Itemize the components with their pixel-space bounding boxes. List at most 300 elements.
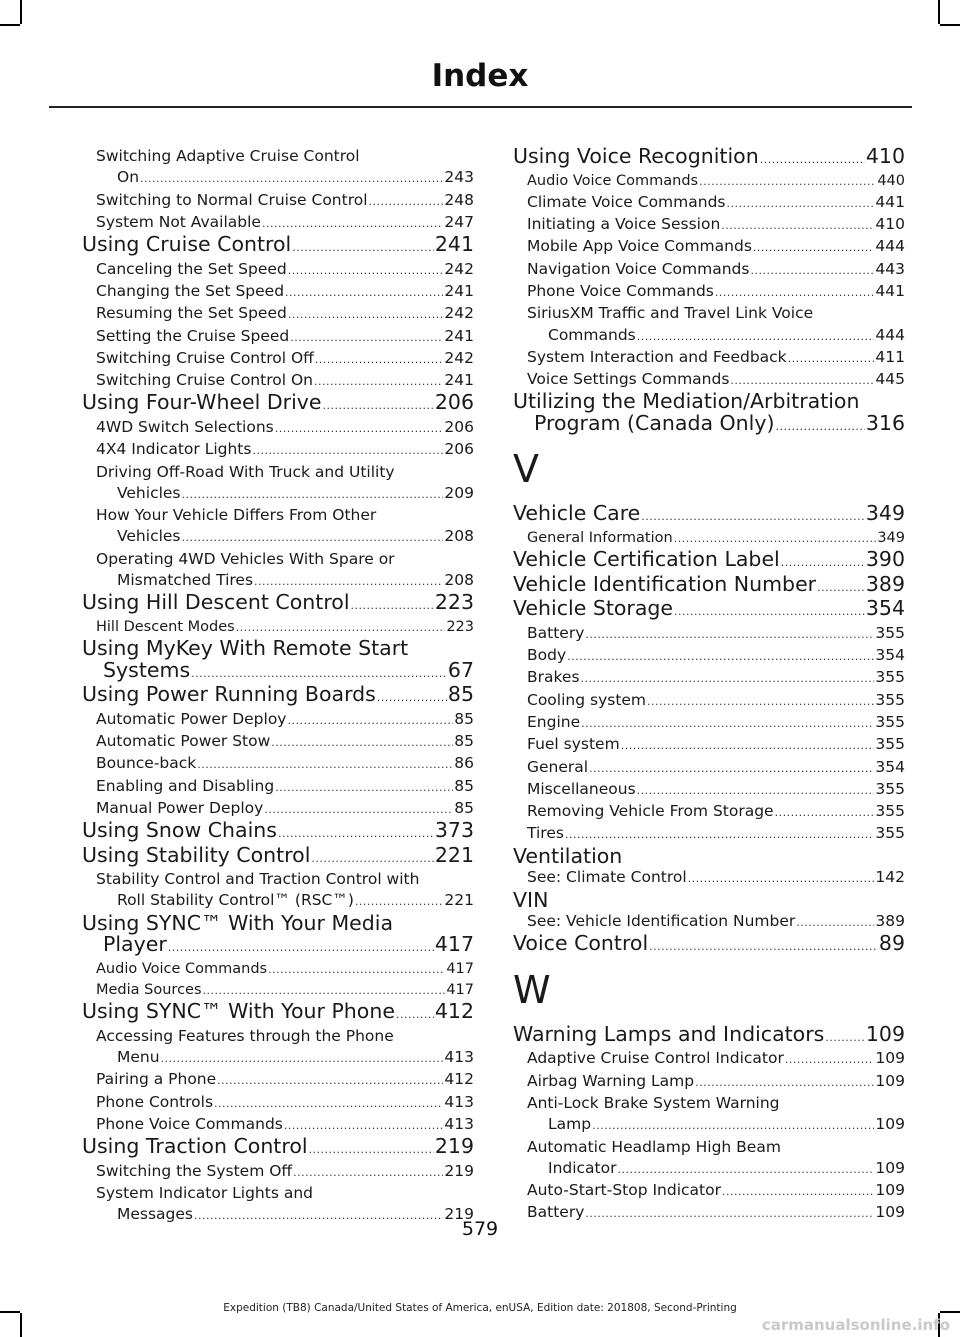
- index-subentry: [82, 1161, 474, 1183]
- entry-page: 417: [446, 960, 474, 977]
- entry-title: Using Cruise Control: [82, 232, 292, 257]
- entry-row[interactable]: [96, 483, 474, 505]
- entry-page: 109: [875, 1071, 905, 1090]
- entry-row[interactable]: [96, 731, 474, 753]
- section-letter: W: [513, 967, 551, 1012]
- entry-title-line: Anti-Lock Brake System Warning: [527, 1093, 780, 1112]
- entry-title: Climate Voice Commands: [527, 192, 726, 211]
- entry-row[interactable]: [513, 1021, 905, 1049]
- entry-row[interactable]: [527, 171, 905, 192]
- leader-dots: [641, 506, 865, 528]
- index-subentry: [513, 734, 905, 756]
- entry-page: 443: [875, 259, 905, 278]
- leader-dots: [311, 848, 433, 870]
- leader-dots: [203, 980, 446, 1001]
- leader-dots: [727, 193, 875, 214]
- index-subentry: [513, 1137, 905, 1181]
- entry-title: Using Four-Wheel Drive: [82, 390, 322, 415]
- entry-page: 206: [444, 440, 474, 459]
- index-subentry: [513, 236, 905, 258]
- entry-row[interactable]: [527, 347, 905, 369]
- entry-row[interactable]: [527, 236, 905, 258]
- leader-dots: [197, 754, 453, 775]
- entry-page: 241: [444, 326, 474, 345]
- entry-title: Using Hill Descent Control: [82, 590, 350, 615]
- entry-page: 85: [454, 776, 474, 795]
- entry-row[interactable]: [96, 303, 474, 325]
- entry-row[interactable]: [96, 370, 474, 392]
- entry-page: 390: [865, 547, 905, 572]
- entry-row[interactable]: [82, 1136, 474, 1161]
- leader-dots: [182, 484, 444, 505]
- index-subentry: [513, 645, 905, 667]
- entry-page: 109: [875, 1203, 905, 1222]
- entry-page: 86: [454, 754, 474, 773]
- entry-row[interactable]: [527, 645, 905, 667]
- entry-page: 444: [875, 237, 905, 256]
- leader-dots: [284, 1115, 444, 1136]
- entry-row[interactable]: [96, 570, 474, 592]
- entry-page: 223: [446, 618, 474, 635]
- index-subentry: [82, 190, 474, 212]
- crop-mark: [940, 24, 960, 26]
- index-subentry: [82, 146, 474, 190]
- entry-row[interactable]: [527, 779, 905, 801]
- index-subentry: [513, 1048, 905, 1070]
- entry-title: Battery: [527, 1203, 585, 1222]
- entry-row[interactable]: [527, 369, 905, 391]
- index-entry: [82, 234, 474, 259]
- entry-title: Using Voice Recognition: [513, 144, 759, 168]
- leader-dots: [753, 237, 875, 258]
- entry-page: 355: [875, 712, 905, 731]
- entry-row[interactable]: [527, 911, 905, 933]
- index-entry: [82, 842, 474, 870]
- leader-dots: [278, 823, 434, 845]
- index-subentry: [82, 1114, 474, 1136]
- entry-title: Commands: [548, 325, 636, 344]
- entry-title: System Interaction and Feedback: [527, 347, 787, 366]
- entry-row[interactable]: [96, 1047, 474, 1069]
- leader-dots: [695, 1072, 874, 1093]
- index-entry: [513, 391, 905, 437]
- entry-row[interactable]: [527, 757, 905, 779]
- index-subentry: [82, 370, 474, 392]
- index-subentry: [513, 214, 905, 236]
- entry-page: 219: [444, 1161, 474, 1180]
- entry-title: Initiating a Voice Session: [527, 215, 721, 234]
- entry-title-line: Accessing Features through the Phone: [96, 1026, 394, 1045]
- entry-row[interactable]: [96, 1161, 474, 1183]
- entry-title: General Information: [527, 529, 673, 546]
- leader-dots: [161, 1048, 444, 1069]
- entry-row[interactable]: [82, 657, 474, 685]
- entry-row[interactable]: [82, 392, 474, 417]
- entry-row[interactable]: [96, 281, 474, 303]
- entry-title: Voice Settings Commands: [527, 370, 730, 389]
- entry-title: Hill Descent Modes: [96, 618, 235, 635]
- entry-page: 389: [875, 912, 905, 931]
- entry-title-line: Operating 4WD Vehicles With Spare or: [96, 549, 395, 568]
- crop-mark: [0, 24, 20, 26]
- leader-dots: [351, 595, 434, 617]
- index-entry: [513, 146, 905, 171]
- entry-row[interactable]: [82, 1001, 474, 1026]
- index-entry: [513, 571, 905, 599]
- entry-title: Miscellaneous: [527, 779, 636, 798]
- leader-dots: [674, 601, 865, 623]
- entry-title: Manual Power Deploy: [96, 798, 264, 817]
- entry-row[interactable]: [96, 348, 474, 370]
- entry-row[interactable]: [527, 214, 905, 236]
- index-subentry: [82, 776, 474, 798]
- entry-page: 413: [444, 1092, 474, 1111]
- entry-row[interactable]: [527, 667, 905, 689]
- index-subentry: [82, 259, 474, 281]
- index-column-right: [513, 146, 905, 1225]
- index-subentry: [513, 779, 905, 801]
- entry-row[interactable]: [527, 712, 905, 734]
- entry-title: Audio Voice Commands: [527, 172, 699, 189]
- entry-page: 206: [434, 390, 474, 415]
- entry-title-line: System Indicator Lights and: [96, 1184, 313, 1203]
- index-subentry: [513, 259, 905, 281]
- entry-row[interactable]: [96, 798, 474, 820]
- entry-title: Vehicles: [117, 527, 181, 546]
- index-subentry: [513, 528, 905, 549]
- entry-page: 417: [446, 982, 474, 999]
- index-subentry: [82, 505, 474, 549]
- entry-row[interactable]: [513, 146, 905, 171]
- entry-page: 445: [875, 370, 905, 389]
- leader-dots: [825, 1027, 865, 1049]
- entry-page: 355: [875, 824, 905, 843]
- entry-title: Phone Voice Commands: [527, 281, 714, 300]
- entry-page: 440: [877, 172, 905, 189]
- entry-row[interactable]: [96, 776, 474, 798]
- entry-page: 89: [878, 931, 905, 956]
- leader-dots: [287, 710, 453, 731]
- entry-title: Automatic Power Stow: [96, 731, 271, 750]
- entry-row[interactable]: [96, 980, 474, 1001]
- entry-title: Indicator: [548, 1158, 617, 1177]
- leader-dots: [730, 370, 874, 391]
- entry-title: Menu: [117, 1048, 160, 1067]
- entry-row[interactable]: [527, 259, 905, 281]
- page-title: Index: [431, 58, 529, 94]
- entry-row[interactable]: [527, 623, 905, 645]
- crop-mark: [938, 0, 940, 24]
- index-subentry: [82, 617, 474, 638]
- leader-dots: [275, 418, 444, 439]
- leader-dots: [254, 571, 443, 592]
- entry-title-line: Switching Adaptive Cruise Control: [96, 147, 360, 165]
- index-subentry: [513, 192, 905, 214]
- entry-row[interactable]: [82, 934, 474, 959]
- index-entry: [82, 1001, 474, 1026]
- index-entry: [513, 503, 905, 528]
- index-subentry: [513, 369, 905, 391]
- entry-title-line: Using MyKey With Remote Start: [82, 636, 409, 661]
- entry-row[interactable]: [96, 753, 474, 775]
- entry-row[interactable]: [96, 526, 474, 548]
- entry-page: 109: [875, 1181, 905, 1200]
- index-subentry: [513, 1093, 905, 1137]
- entry-page: 223: [434, 590, 474, 615]
- entry-title-line: Automatic Headlamp High Beam: [527, 1137, 781, 1156]
- entry-page: 208: [444, 571, 474, 590]
- entry-row[interactable]: [513, 933, 905, 958]
- entry-title: Vehicle Care: [513, 501, 641, 526]
- leader-dots: [314, 371, 443, 392]
- entry-page: 354: [865, 596, 905, 621]
- entry-row[interactable]: [96, 1069, 474, 1091]
- entry-row[interactable]: [82, 820, 474, 845]
- edition-footer: Expedition (TB8) Canada/United States of America, enUSA, Edition date: 201808, Second-Printing: [223, 1302, 737, 1314]
- entry-title: Audio Voice Commands: [96, 960, 268, 977]
- leader-dots: [721, 215, 874, 236]
- entry-title: Using Traction Control: [82, 1134, 308, 1159]
- leader-dots: [236, 617, 446, 638]
- entry-row[interactable]: [96, 167, 474, 189]
- entry-row[interactable]: [513, 410, 905, 438]
- entry-page: 355: [875, 623, 905, 642]
- entry-title: Mobile App Voice Commands: [527, 237, 752, 256]
- entry-title: See: Climate Control: [527, 868, 687, 887]
- leader-dots: [355, 891, 443, 912]
- index-entry: [513, 549, 905, 574]
- index-entry: [513, 843, 905, 868]
- leader-dots: [290, 327, 443, 348]
- index-subentry: [82, 753, 474, 775]
- index-subentry: [513, 281, 905, 303]
- entry-page: 441: [875, 192, 905, 211]
- entry-row[interactable]: [96, 1114, 474, 1136]
- entry-title: Messages: [117, 1205, 194, 1224]
- entry-page: 85: [447, 682, 474, 707]
- entry-row[interactable]: [527, 1158, 905, 1180]
- leader-dots: [275, 777, 453, 798]
- entry-row[interactable]: [96, 190, 474, 212]
- index-subentry: [513, 623, 905, 645]
- index-subentry: [513, 1071, 905, 1093]
- entry-page: 109: [865, 1021, 905, 1046]
- entry-page: 241: [444, 281, 474, 300]
- entry-title: Switching Cruise Control Off: [96, 348, 314, 367]
- leader-dots: [581, 668, 875, 689]
- entry-row[interactable]: [96, 439, 474, 461]
- leader-dots: [649, 936, 878, 958]
- entry-page: 248: [444, 190, 474, 209]
- entry-row[interactable]: [527, 281, 905, 303]
- index-subentry: [82, 1026, 474, 1070]
- index-subentry: [82, 980, 474, 1001]
- index-entry: [82, 910, 474, 959]
- entry-page: 349: [877, 529, 905, 546]
- entry-title: See: Vehicle Identification Number: [527, 912, 796, 931]
- entry-title-line: Driving Off-Road With Truck and Utility: [96, 462, 395, 481]
- entry-row[interactable]: [527, 192, 905, 214]
- leader-dots: [775, 802, 875, 823]
- index-subentry: [513, 667, 905, 689]
- index-subentry: [82, 439, 474, 461]
- index-entry: [513, 598, 905, 623]
- index-entry: [82, 820, 474, 845]
- entry-title: Switching the System Off: [96, 1161, 293, 1180]
- entry-row[interactable]: [527, 823, 905, 845]
- leader-dots: [288, 304, 444, 325]
- leader-dots: [722, 1181, 874, 1202]
- entry-title: Brakes: [527, 668, 580, 687]
- entry-row[interactable]: [96, 1092, 474, 1114]
- entry-page: 85: [454, 731, 474, 750]
- entry-row[interactable]: [96, 709, 474, 731]
- entry-title: Cooling system: [527, 690, 647, 709]
- entry-page: 355: [875, 668, 905, 687]
- index-subentry: [513, 823, 905, 845]
- entry-title: Body: [527, 646, 567, 665]
- entry-row[interactable]: [82, 684, 474, 709]
- entry-page: 349: [865, 501, 905, 526]
- entry-page: 412: [434, 999, 474, 1024]
- leader-dots: [637, 326, 875, 347]
- leader-dots: [182, 527, 444, 548]
- entry-title: Resuming the Set Speed: [96, 304, 287, 323]
- entry-row[interactable]: [82, 842, 474, 870]
- entry-page: 441: [875, 281, 905, 300]
- leader-dots: [292, 237, 434, 259]
- leader-dots: [140, 168, 443, 189]
- entry-row[interactable]: [527, 690, 905, 712]
- entry-title: Adaptive Cruise Control Indicator: [527, 1049, 784, 1068]
- entry-page: 410: [865, 144, 905, 168]
- leader-dots: [262, 213, 443, 234]
- index-subentry: [82, 417, 474, 439]
- index-subentry: [82, 281, 474, 303]
- entry-row[interactable]: [96, 212, 474, 234]
- index-subentry: [513, 801, 905, 823]
- entry-title: Phone Controls: [96, 1092, 214, 1111]
- crop-mark: [20, 0, 22, 24]
- entry-page: 355: [875, 802, 905, 821]
- leader-dots: [817, 577, 865, 599]
- index-subentry: [82, 869, 474, 913]
- index-subentry: [513, 171, 905, 192]
- leader-dots: [637, 780, 875, 801]
- index-subentry: [82, 959, 474, 980]
- entry-title-line: Stability Control and Traction Control with: [96, 870, 420, 889]
- index-subentry: [82, 212, 474, 234]
- index-entry: [82, 684, 474, 709]
- entry-row[interactable]: [513, 598, 905, 623]
- entry-title: Bounce-back: [96, 754, 197, 773]
- entry-page: 355: [875, 779, 905, 798]
- entry-title: Fuel system: [527, 735, 620, 754]
- entry-page: 354: [875, 757, 905, 776]
- entry-row[interactable]: [527, 528, 905, 549]
- entry-row[interactable]: [527, 1114, 905, 1136]
- entry-page: 389: [865, 571, 905, 596]
- entry-row[interactable]: [82, 234, 474, 259]
- entry-page: 411: [875, 347, 905, 366]
- entry-page: 444: [875, 325, 905, 344]
- leader-dots: [581, 713, 874, 734]
- entry-title: Using SYNC™ With Your Phone: [82, 999, 395, 1024]
- index-subentry: [82, 798, 474, 820]
- entry-page: 242: [444, 259, 474, 278]
- entry-page: 354: [875, 646, 905, 665]
- entry-title: Engine: [527, 712, 581, 731]
- leader-dots: [589, 758, 874, 779]
- index-subentry: [513, 347, 905, 369]
- entry-title: Pairing a Phone: [96, 1070, 217, 1089]
- leader-dots: [217, 1070, 443, 1091]
- entry-page: 247: [444, 212, 474, 231]
- index-subentry: [82, 1092, 474, 1114]
- index-entry: [513, 1021, 905, 1049]
- entry-row[interactable]: [82, 592, 474, 617]
- leader-dots: [396, 1004, 434, 1026]
- entry-row[interactable]: [527, 325, 905, 347]
- entry-row[interactable]: [527, 1071, 905, 1093]
- leader-dots: [674, 528, 877, 549]
- entry-title: 4WD Switch Selections: [96, 417, 274, 436]
- entry-heading: Ventilation: [513, 843, 623, 868]
- leader-dots: [788, 348, 875, 369]
- leader-dots: [688, 868, 875, 889]
- section-letter: V: [513, 447, 539, 492]
- entry-row[interactable]: [513, 503, 905, 528]
- entry-title-line: SiriusXM Traffic and Travel Link Voice: [527, 304, 814, 323]
- entry-row[interactable]: [96, 417, 474, 439]
- entry-title: Automatic Power Deploy: [96, 709, 287, 728]
- entry-title: Switching to Normal Cruise Control: [96, 190, 368, 209]
- index-entry: [513, 887, 905, 912]
- entry-row[interactable]: [527, 734, 905, 756]
- entry-title: Navigation Voice Commands: [527, 259, 750, 278]
- entry-row[interactable]: [527, 1180, 905, 1202]
- entry-row[interactable]: [527, 1048, 905, 1070]
- entry-row[interactable]: [96, 259, 474, 281]
- entry-row[interactable]: [513, 549, 905, 574]
- entry-row[interactable]: [96, 617, 474, 638]
- entry-row[interactable]: [527, 801, 905, 823]
- index-subentry: [82, 462, 474, 506]
- leader-dots: [796, 912, 874, 933]
- index-subentry: [513, 712, 905, 734]
- entry-row[interactable]: [96, 959, 474, 980]
- entry-row[interactable]: [513, 571, 905, 599]
- entry-row[interactable]: [527, 867, 905, 889]
- leader-dots: [585, 624, 874, 645]
- entry-title: Vehicle Certification Label: [513, 547, 780, 572]
- entry-page: 209: [444, 483, 474, 502]
- entry-title: Program (Canada Only): [534, 410, 775, 435]
- header-divider: [49, 106, 912, 108]
- entry-row[interactable]: [96, 890, 474, 912]
- entry-row[interactable]: [96, 326, 474, 348]
- leader-dots: [264, 799, 453, 820]
- entry-page: 109: [875, 1049, 905, 1068]
- leader-dots: [781, 552, 865, 574]
- entry-page: 221: [434, 842, 474, 867]
- entry-page: 206: [444, 417, 474, 436]
- entry-page: 208: [444, 527, 474, 546]
- entry-page: 373: [434, 818, 474, 843]
- index-entry: [82, 392, 474, 417]
- entry-page: 242: [444, 348, 474, 367]
- leader-dots: [776, 416, 865, 438]
